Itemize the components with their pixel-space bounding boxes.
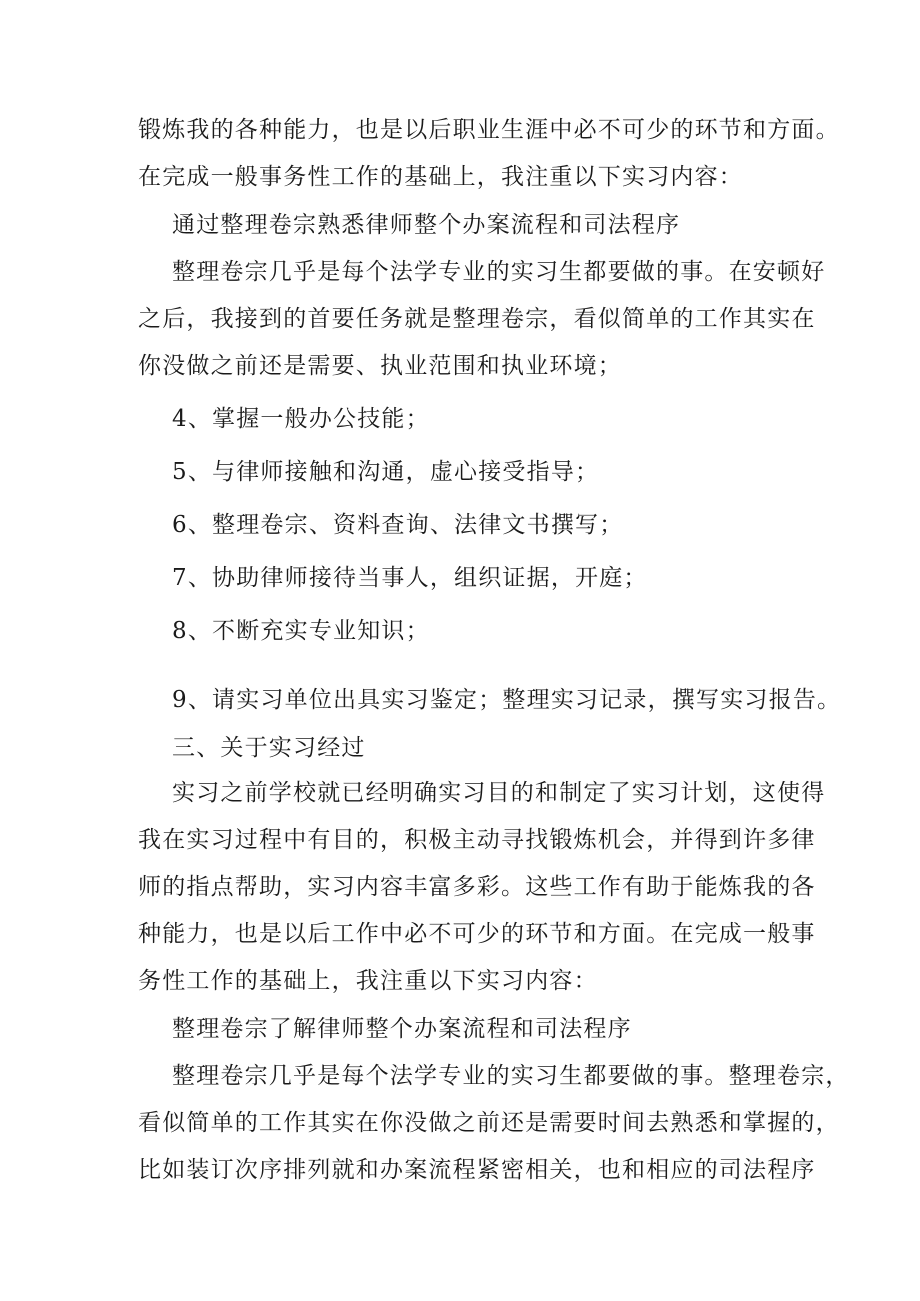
- paragraph-line: 种能力，也是以后工作中必不可少的环节和方面。在完成一般事: [138, 921, 816, 947]
- paragraph-line: 看似简单的工作其实在你没做之前还是需要时间去熟悉和掌握的，: [138, 1110, 840, 1136]
- paragraph-line: 在完成一般事务性工作的基础上，我注重以下实习内容：: [138, 164, 743, 190]
- list-item: 4、掌握一般办公技能；: [172, 406, 430, 432]
- paragraph-line: 你没做之前还是需要、执业范围和执业环境；: [138, 353, 622, 379]
- list-item: 8、不断充实专业知识；: [172, 618, 430, 644]
- list-item: 5、与律师接触和沟通，虚心接受指导；: [172, 459, 600, 485]
- paragraph-line: 锻炼我的各种能力，也是以后职业生涯中必不可少的环节和方面。: [138, 117, 840, 143]
- paragraph-line: 我在实习过程中有目的，积极主动寻找锻炼机会，并得到许多律: [138, 827, 816, 853]
- section-subheading: 通过整理卷宗熟悉律师整个办案流程和司法程序: [172, 212, 681, 238]
- list-item: 9、请实习单位出具实习鉴定；整理实习记录，撰写实习报告。: [172, 687, 842, 713]
- paragraph-line: 比如装订次序排列就和办案流程紧密相关，也和相应的司法程序: [138, 1157, 816, 1183]
- list-item: 6、整理卷宗、资料查询、法律文书撰写；: [172, 512, 624, 538]
- paragraph-line: 整理卷宗几乎是每个法学专业的实习生都要做的事。在安顿好: [172, 259, 826, 285]
- paragraph-line: 实习之前学校就已经明确实习目的和制定了实习计划，这使得: [172, 780, 826, 806]
- section-subheading: 整理卷宗了解律师整个办案流程和司法程序: [172, 1016, 632, 1042]
- paragraph-line: 师的指点帮助，实习内容丰富多彩。这些工作有助于能炼我的各: [138, 874, 816, 900]
- list-item: 7、协助律师接待当事人，组织证据，开庭；: [172, 565, 648, 591]
- paragraph-line: 务性工作的基础上，我注重以下实习内容：: [138, 968, 598, 994]
- paragraph-line: 整理卷宗几乎是每个法学专业的实习生都要做的事。整理卷宗，: [172, 1063, 850, 1089]
- paragraph-line: 之后，我接到的首要任务就是整理卷宗，看似简单的工作其实在: [138, 306, 816, 332]
- section-heading: 三、关于实习经过: [172, 735, 366, 761]
